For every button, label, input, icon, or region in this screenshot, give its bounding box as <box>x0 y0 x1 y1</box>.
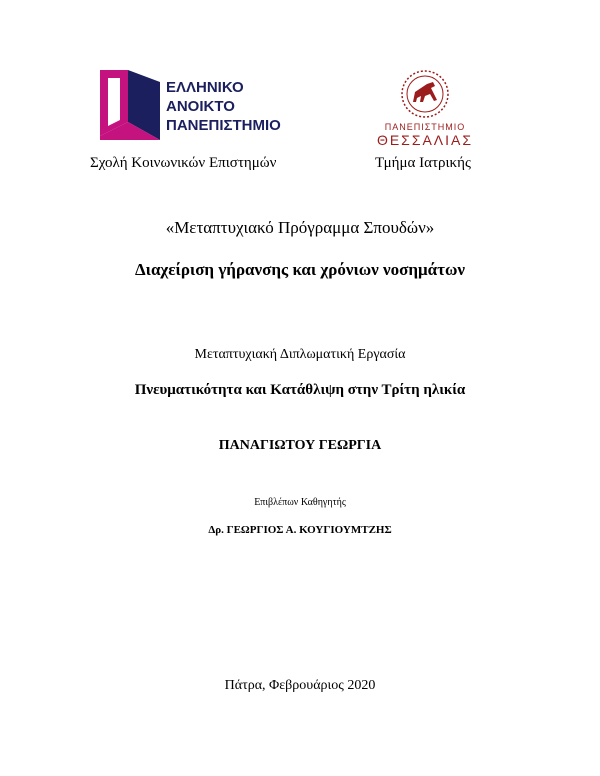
eap-logo <box>100 70 285 140</box>
thesis-title: Πνευματικότητα και Κατάθλιψη στην Τρίτη ηλικία <box>134 382 466 398</box>
uth-logo-line2: ΘΕΣΣΑΛΙΑΣ <box>376 132 474 148</box>
supervisor-name: Δρ. ΓΕΩΡΓΙΟΣ Α. ΚΟΥΓΙΟΥΜΤΖΗΣ <box>208 524 392 536</box>
eap-logo-line2: ΑΝΟΙΚΤΟ <box>166 98 235 115</box>
school-name: Σχολή Κοινωνικών Επιστημών <box>90 155 277 171</box>
uth-logo-line1: ΠΑΝΕΠΙΣΤΗΜΙΟ <box>384 122 466 132</box>
eap-logo-line1: ΕΛΛΗΝΙΚΟ <box>166 79 244 96</box>
eap-logo-line3: ΠΑΝΕΠΙΣΤΗΜΙΟ <box>166 117 281 134</box>
place-date: Πάτρα, Φεβρουάριος 2020 <box>224 678 376 693</box>
department-name: Τμήμα Ιατρικής <box>375 155 471 171</box>
uth-logo <box>365 70 485 150</box>
program-title: Διαχείριση γήρανσης και χρόνιων νοσημάτων <box>135 260 465 279</box>
author-name: ΠΑΝΑΓΙΩΤΟΥ ΓΕΩΡΓΙΑ <box>218 438 382 453</box>
program-label: «Μεταπτυχιακό Πρόγραμμα Σπουδών» <box>165 218 435 237</box>
supervisor-label: Επιβλέπων Καθηγητής <box>254 497 346 508</box>
thesis-type: Μεταπτυχιακή Διπλωματική Εργασία <box>194 347 406 362</box>
